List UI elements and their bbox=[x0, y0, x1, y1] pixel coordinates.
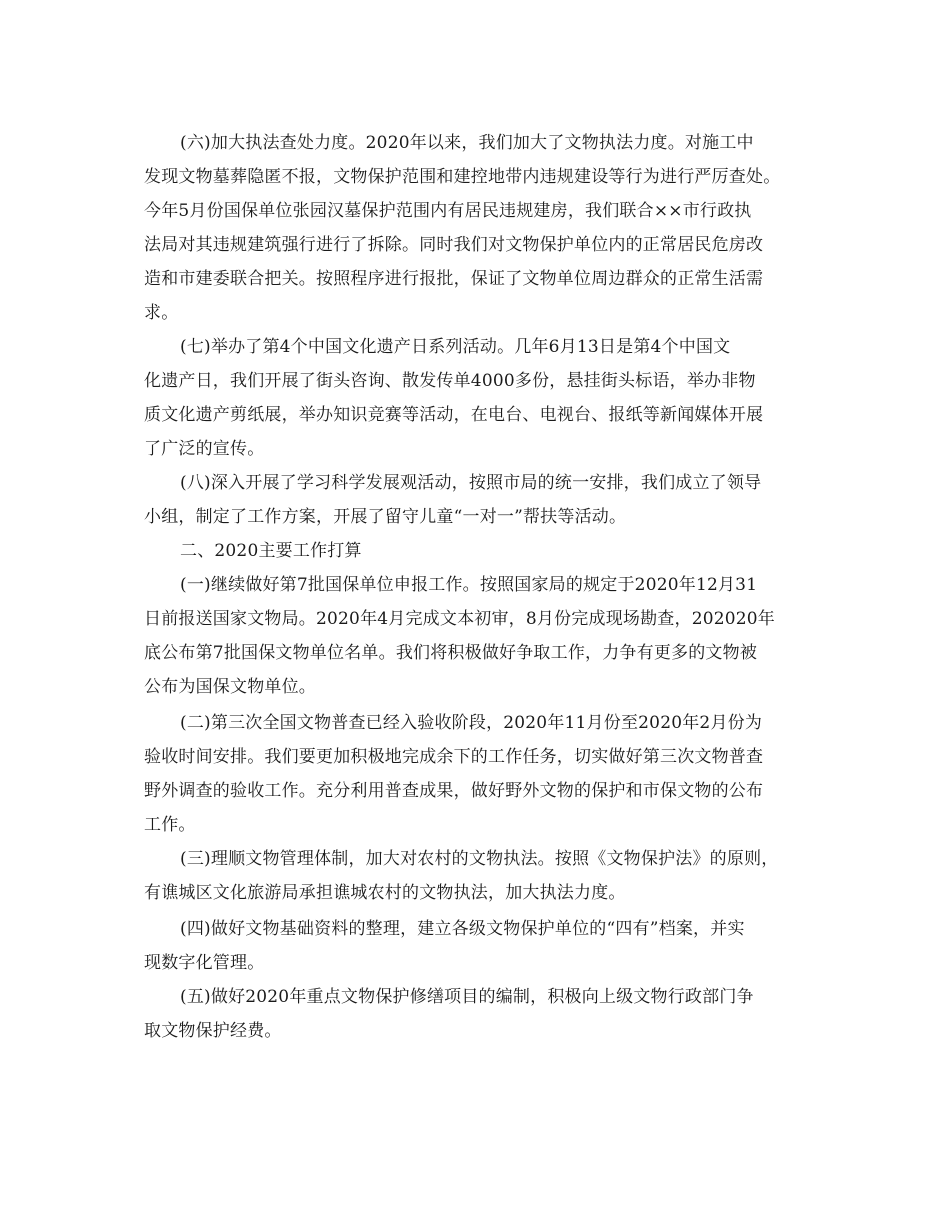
text-line: 底公布第7批国保文物单位名单。我们将积极做好争取工作，力争有更多的文物被 bbox=[144, 643, 758, 663]
text-line: 公布为国保文物单位。 bbox=[144, 677, 316, 697]
text-line: 工作。 bbox=[144, 815, 196, 835]
text-line: (一)继续做好第7批国保单位申报工作。按照国家局的规定于2020年12月31 bbox=[180, 575, 758, 595]
text-line: 发现文物墓葬隐匿不报，文物保护范围和建控地带内违规建设等行为进行严厉查处。 bbox=[144, 167, 781, 187]
text-line: 了广泛的宣传。 bbox=[144, 439, 265, 459]
text-line: (六)加大执法查处力度。2020年以来，我们加大了文物执法力度。对施工中 bbox=[180, 133, 754, 153]
text-line: 有谯城区文化旅游局承担谯城农村的文物执法，加大执法力度。 bbox=[144, 883, 626, 903]
text-line: 取文物保护经费。 bbox=[144, 1021, 282, 1041]
text-line: 小组，制定了工作方案，开展了留守儿童“一对一”帮扶等活动。 bbox=[144, 507, 627, 527]
text-line: (八)深入开展了学习科学发展观活动，按照市局的统一安排，我们成立了领导 bbox=[180, 473, 762, 493]
text-line: 求。 bbox=[144, 303, 179, 323]
text-line: 法局对其违规建筑强行进行了拆除。同时我们对文物保护单位内的正常居民危房改 bbox=[144, 235, 764, 255]
text-line: 野外调查的验收工作。充分利用普查成果，做好野外文物的保护和市保文物的公布 bbox=[144, 781, 764, 801]
text-line: 现数字化管理。 bbox=[144, 953, 265, 973]
text-line: (二)第三次全国文物普查已经入验收阶段，2020年11月份至2020年2月份为 bbox=[180, 713, 763, 733]
text-line: (四)做好文物基础资料的整理，建立各级文物保护单位的“四有”档案，并实 bbox=[180, 919, 745, 939]
text-line: 造和市建委联合把关。按照程序进行报批，保证了文物单位周边群众的正常生活需 bbox=[144, 269, 764, 289]
text-line: 质文化遗产剪纸展，举办知识竞赛等活动，在电台、电视台、报纸等新闻媒体开展 bbox=[144, 405, 764, 425]
text-line: (三)理顺文物管理体制，加大对农村的文物执法。按照《文物保护法》的原则， bbox=[180, 849, 779, 869]
text-line: 验收时间安排。我们要更加积极地完成余下的工作任务，切实做好第三次文物普查 bbox=[144, 747, 764, 767]
section-heading: 二、2020主要工作打算 bbox=[180, 541, 362, 561]
text-line: 化遗产日，我们开展了街头咨询、散发传单4000多份，悬挂街头标语，举办非物 bbox=[144, 371, 756, 391]
text-line: 日前报送国家文物局。2020年4月完成文本初审，8月份完成现场勘查，202020年 bbox=[144, 609, 775, 629]
text-line: (七)举办了第4个中国文化遗产日系列活动。几年6月13日是第4个中国文 bbox=[180, 337, 731, 357]
text-line: (五)做好2020年重点文物保护修缮项目的编制，积极向上级文物行政部门争 bbox=[180, 987, 754, 1007]
text-line: 今年5月份国保单位张园汉墓保护范围内有居民违规建房，我们联合××市行政执 bbox=[144, 201, 752, 221]
